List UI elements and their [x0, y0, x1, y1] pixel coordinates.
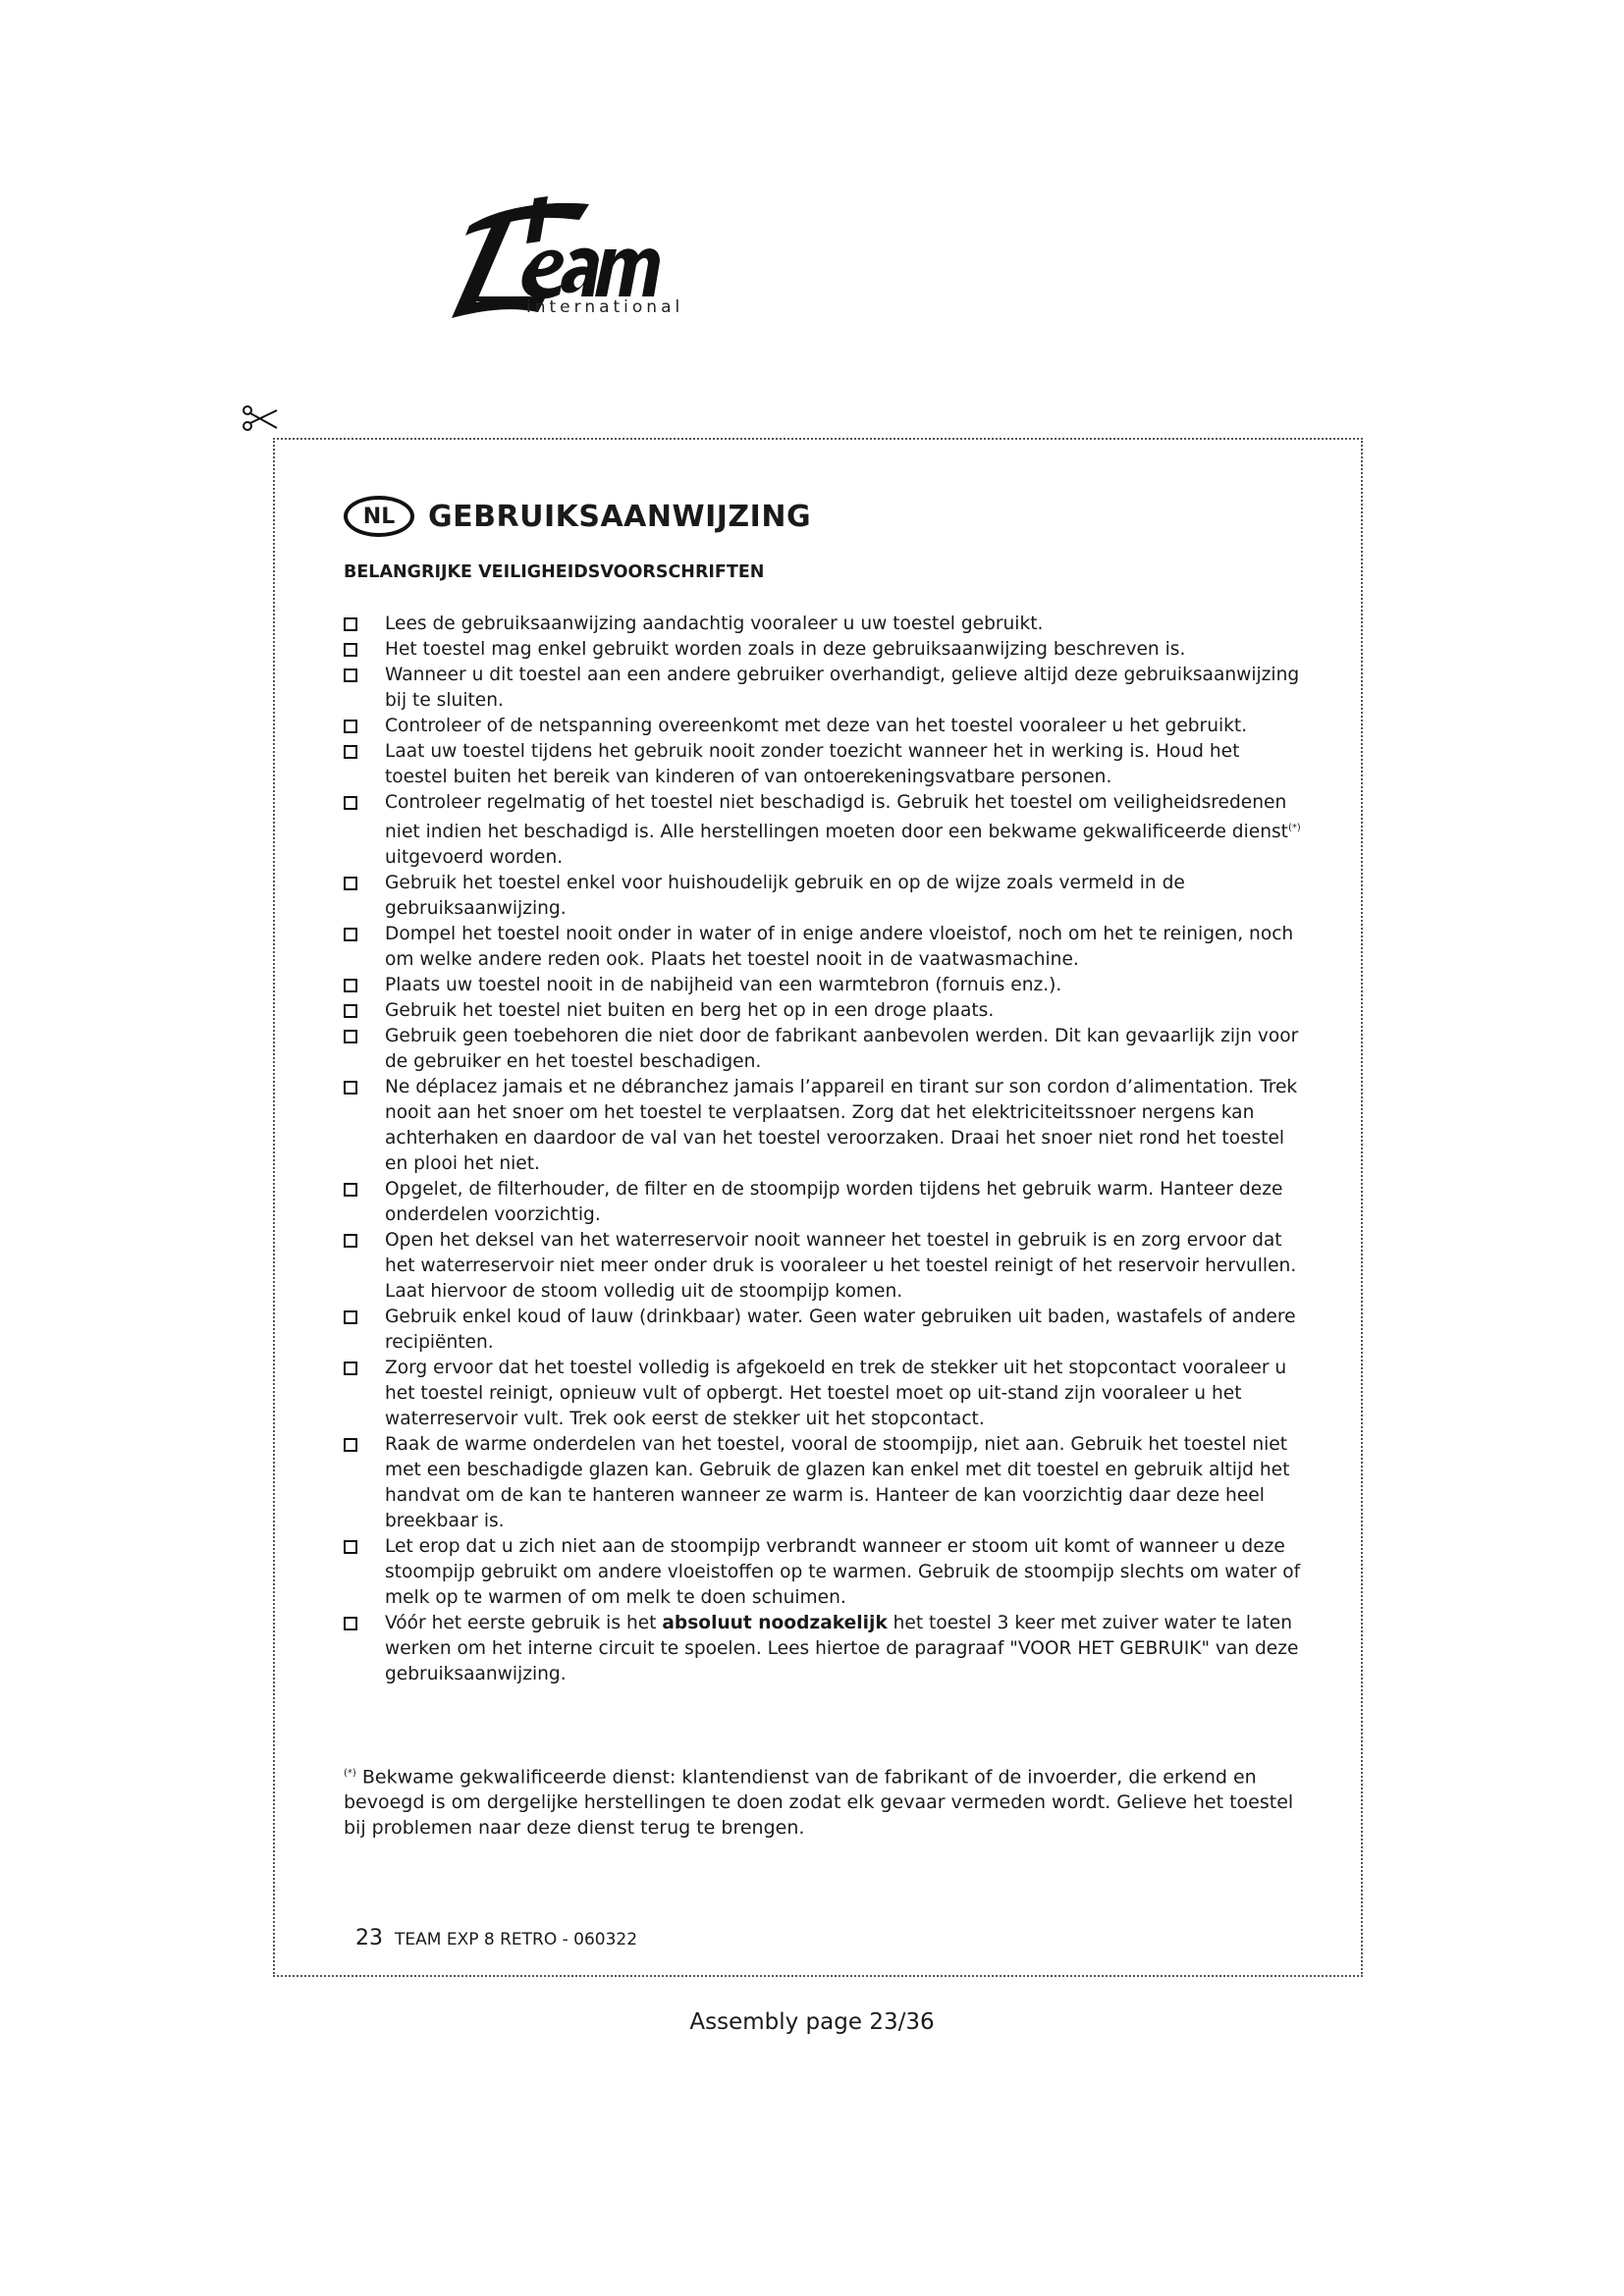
section-title: BELANGRIJKE VEILIGHEIDSVOORSCHRIFTEN	[344, 562, 765, 582]
rule-text: Gebruik het toestel niet buiten en berg het op in een droge plaats.	[385, 1000, 995, 1022]
scissors-icon	[240, 404, 279, 434]
list-item	[344, 1611, 1306, 1687]
list-item	[344, 1228, 1306, 1305]
list-item	[344, 1075, 1306, 1177]
checkbox-bullet-icon	[344, 1030, 357, 1043]
rule-text: Opgelet, de filterhouder, de filter en de stoompijp worden tijdens het gebruik warm. Hanteer deze onderdelen voorzichtig.	[385, 1179, 1283, 1226]
footnote-text: Bekwame gekwalificeerde dienst: klantendienst van de fabrikant of de invoerder, die erkend en bevoegd is om dergelijke herstellingen te doen zodat elk gevaar vermeden wordt. Gelieve het toestel bij problemen naar deze dienst terug te brengen.	[344, 1766, 1294, 1840]
checkbox-bullet-icon	[344, 1183, 357, 1197]
rule-text: Het toestel mag enkel gebruikt worden zoals in deze gebruiksaanwijzing beschreven is.	[385, 639, 1186, 660]
rule-text-part: uitgevoerd worden.	[385, 847, 564, 869]
list-item	[344, 1356, 1306, 1432]
list-item	[344, 998, 1306, 1024]
page-title: GEBRUIKSAANWIJZING	[428, 499, 812, 534]
rule-text: Lees de gebruiksaanwijzing aandachtig vooraleer u uw toestel gebruikt.	[385, 614, 1044, 634]
list-item	[344, 637, 1306, 663]
rule-text: Wanneer u dit toestel aan een andere gebruiker overhandigt, gelieve altijd deze gebruiksaanwijzing bij te sluiten.	[385, 665, 1300, 711]
rule-text: Let erop dat u zich niet aan de stoompijp verbrandt wanneer er stoom uit komt of wanneer u deze stoompijp gebruikt om andere vloeistoffen op te warmen. Gebruik de stoompijp slechts om water of melk op te warmen of om melk te doen schuimen.	[385, 1536, 1301, 1609]
safety-rules-list	[344, 612, 1306, 1687]
team-international-logo	[432, 187, 684, 334]
rule-text: Plaats uw toestel nooit in de nabijheid van een warmtebron (fornuis enz.).	[385, 975, 1062, 996]
checkbox-bullet-icon	[344, 1362, 357, 1375]
checkbox-bullet-icon	[344, 617, 357, 631]
checkbox-bullet-icon	[344, 643, 357, 657]
checkbox-bullet-icon	[344, 796, 357, 810]
rule-text-part: het toestel 3 keer met zuiver water te laten werken om het interne circuit te spoelen. Lees hiertoe de paragraaf "VOOR HET GEBRUIK" van deze gebruiksaanwijzing.	[385, 1613, 1299, 1685]
assembly-page-label: Assembly page 23/36	[689, 2009, 935, 2035]
footnote-marker: (*)	[1287, 823, 1301, 833]
list-item	[344, 714, 1306, 739]
list-item	[344, 663, 1306, 714]
rule-text	[385, 1611, 1306, 1687]
list-item	[344, 973, 1306, 998]
rule-text: Dompel het toestel nooit onder in water of in enige andere vloeistof, noch om het te reinigen, noch om welke andere reden ook. Plaats het toestel nooit in de vaatwasmachine.	[385, 924, 1294, 971]
list-item	[344, 1177, 1306, 1228]
checkbox-bullet-icon	[344, 1310, 357, 1324]
list-item	[344, 1305, 1306, 1356]
list-item	[344, 922, 1306, 973]
list-item	[344, 871, 1306, 922]
checkbox-bullet-icon	[344, 720, 357, 733]
rule-text: Controleer of de netspanning overeenkomt met deze van het toestel vooraleer u het gebruikt.	[385, 716, 1248, 736]
footnote	[344, 1761, 1306, 1841]
page-footer	[355, 1926, 637, 1950]
list-item	[344, 739, 1306, 790]
checkbox-bullet-icon	[344, 979, 357, 992]
rule-text-part: Vóór het eerste gebruik is het	[385, 1613, 663, 1634]
rule-text: Zorg ervoor dat het toestel volledig is afgekoeld en trek de stekker uit het stopcontact vooraleer u het toestel reinigt, opnieuw vult of opbergt. Het toestel moet op uit-stand zijn vooraleer u het waterreservoir vult. Trek ook eerst de stekker uit het stopcontact.	[385, 1358, 1287, 1430]
checkbox-bullet-icon	[344, 745, 357, 759]
checkbox-bullet-icon	[344, 1081, 357, 1095]
rule-text: Raak de warme onderdelen van het toestel, vooral de stoompijp, niet aan. Gebruik het toestel niet met een beschadigde glazen kan. Gebruik de glazen kan enkel met dit toestel en gebruik altijd het handvat om de kan te hanteren wanneer ze warm is. Hanteer de kan voorzichtig daar deze heel breekbaar is.	[385, 1434, 1290, 1532]
logo-subtext: international	[526, 297, 684, 317]
checkbox-bullet-icon	[344, 668, 357, 682]
checkbox-bullet-icon	[344, 877, 357, 890]
page-number: 23	[355, 1926, 383, 1950]
list-item	[344, 1024, 1306, 1075]
rule-text-part: Controleer regelmatig of het toestel niet beschadigd is. Gebruik het toestel om veiligheidsredenen niet indien het beschadigd is. Alle herstellingen moeten door een bekwame gekwalificeerde dienst	[385, 792, 1288, 843]
rule-text	[385, 790, 1306, 871]
list-item	[344, 790, 1306, 871]
checkbox-bullet-icon	[344, 1438, 357, 1452]
rule-text: Gebruik geen toebehoren die niet door de fabrikant aanbevolen werden. Dit kan gevaarlijk zijn voor de gebruiker en het toestel beschadigen.	[385, 1026, 1299, 1073]
footnote-marker: (*)	[344, 1768, 356, 1779]
rule-text: Laat uw toestel tijdens het gebruik nooit zonder toezicht wanneer het in werking is. Houd het toestel buiten het bereik van kinderen of van ontoerekeningsvatbare personen.	[385, 741, 1240, 787]
rule-text: Open het deksel van het waterreservoir nooit wanneer het toestel in gebruik is en zorg ervoor dat het waterreservoir niet meer onder druk is vooraleer u het toestel reinigt of het reservoir hervullen. Laat hiervoor de stoom volledig uit de stoompijp komen.	[385, 1230, 1297, 1303]
checkbox-bullet-icon	[344, 1540, 357, 1554]
list-item	[344, 612, 1306, 637]
checkbox-bullet-icon	[344, 1004, 357, 1018]
checkbox-bullet-icon	[344, 928, 357, 941]
rule-text: Gebruik enkel koud of lauw (drinkbaar) water. Geen water gebruiken uit baden, wastafels of andere recipiënten.	[385, 1307, 1296, 1354]
model-reference: TEAM EXP 8 RETRO - 060322	[395, 1930, 638, 1949]
page-heading	[344, 491, 811, 542]
list-item	[344, 1432, 1306, 1534]
checkbox-bullet-icon	[344, 1234, 357, 1248]
checkbox-bullet-icon	[344, 1617, 357, 1630]
rule-text: Gebruik het toestel enkel voor huishoudelijk gebruik en op de wijze zoals vermeld in de gebruiksaanwijzing.	[385, 873, 1185, 920]
rule-text: Ne déplacez jamais et ne débranchez jamais l’appareil en tirant sur son cordon d’alimentation. Trek nooit aan het snoer om het toestel te verplaatsen. Zorg dat het elektriciteitssnoer nergens kan achterhaken en daardoor de val van het toestel veroorzaken. Draai het snoer niet rond het toestel en plooi het niet.	[385, 1077, 1298, 1175]
language-badge: NL	[344, 496, 414, 537]
list-item	[344, 1534, 1306, 1611]
emphasis-text: absoluut noodzakelijk	[662, 1613, 888, 1634]
